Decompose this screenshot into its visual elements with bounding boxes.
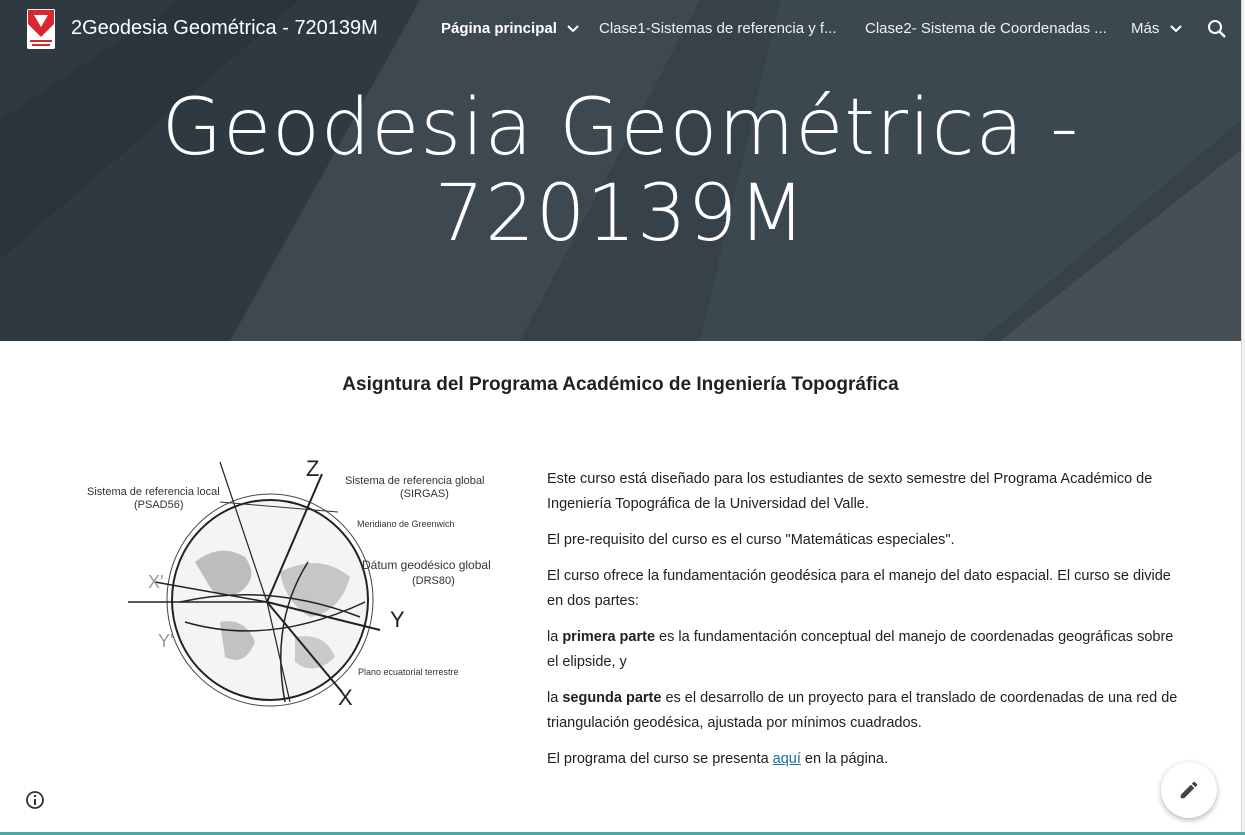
paragraph: El curso ofrece la fundamentación geodésica para el manejo del dato espacial. El curso se divide en dos partes:: [547, 568, 1171, 609]
axis-label-y-prime: Y': [158, 631, 174, 651]
figure-label: (PSAD56): [134, 499, 184, 511]
university-logo[interactable]: [27, 9, 55, 49]
site-title[interactable]: 2Geodesia Geométrica - 720139M: [71, 17, 378, 39]
hero-banner: [0, 0, 1241, 341]
figure-label: (DRS80): [412, 575, 455, 587]
text-span: en la página.: [800, 751, 888, 767]
page-title-line2: 720139M: [434, 169, 807, 259]
text-span: es el desarrollo de un proyecto para el translado de coordenadas de una red de triangulación geodésica, ajustada por mínimos cuadrados.: [547, 690, 1178, 731]
nav-item-label: Página principal: [441, 20, 557, 37]
geodesy-reference-figure: [70, 452, 515, 708]
figure-label: (SIRGAS): [400, 488, 449, 500]
page-title-line1: Geodesia Geométrica -: [161, 83, 1080, 173]
top-navbar: [0, 0, 1241, 60]
axis-label-x: X: [338, 685, 353, 708]
edit-button[interactable]: [1161, 762, 1217, 818]
paragraph: [547, 686, 1187, 736]
figure-label: Meridiano de Greenwich: [357, 519, 455, 529]
figure-label: Sistema de referencia global: [345, 475, 485, 487]
nav-item-clase1[interactable]: Clase1-Sistemas de referencia y f...: [599, 20, 837, 37]
text-span: es la fundamentación conceptual del manejo de coordenadas geográficas sobre el elipside, y: [547, 629, 1174, 670]
bold-text: primera parte: [562, 629, 656, 645]
nav-item-pagina-principal[interactable]: [441, 20, 579, 37]
figure-label: Plano ecuatorial terrestre: [358, 667, 459, 677]
axis-label-y: Y: [390, 607, 405, 632]
pencil-icon: [1178, 779, 1200, 801]
text-span: El programa del curso se presenta: [547, 751, 773, 767]
search-button[interactable]: [1205, 17, 1229, 41]
nav-item-mas[interactable]: [1131, 20, 1182, 37]
search-icon: [1205, 17, 1229, 41]
text-span: la: [547, 629, 563, 645]
page-title: [0, 85, 1241, 257]
chevron-down-icon: [1170, 25, 1182, 33]
paragraph: [547, 747, 1187, 772]
figure-label: Sistema de referencia local: [87, 486, 220, 498]
axis-label-z: Z: [306, 456, 320, 481]
bold-text: segunda parte: [562, 690, 662, 706]
site-info-button[interactable]: [25, 790, 45, 810]
chevron-down-icon: [567, 25, 579, 33]
nav-item-clase2[interactable]: Clase2- Sistema de Coordenadas ...: [865, 20, 1107, 37]
course-description: [547, 467, 1187, 783]
nav-item-label: Más: [1131, 20, 1160, 37]
paragraph: [547, 625, 1187, 675]
figure-label: Dátum geodésico global: [362, 558, 491, 572]
program-link[interactable]: aquí: [772, 751, 801, 767]
text-span: la: [547, 690, 563, 706]
paragraph: Este curso está diseñado para los estudiantes de sexto semestre del Programa Académico de Ingeniería Topográfica de la Universidad del Valle.: [547, 471, 1153, 512]
scrollbar-track[interactable]: [1241, 0, 1245, 835]
axis-label-x-prime: X': [148, 572, 164, 592]
info-icon: [25, 790, 45, 810]
section-subheading: Asigntura del Programa Académico de Ingeniería Topográfica: [342, 374, 899, 395]
paragraph: El pre-requisito del curso es el curso "Matemáticas especiales".: [547, 532, 955, 548]
